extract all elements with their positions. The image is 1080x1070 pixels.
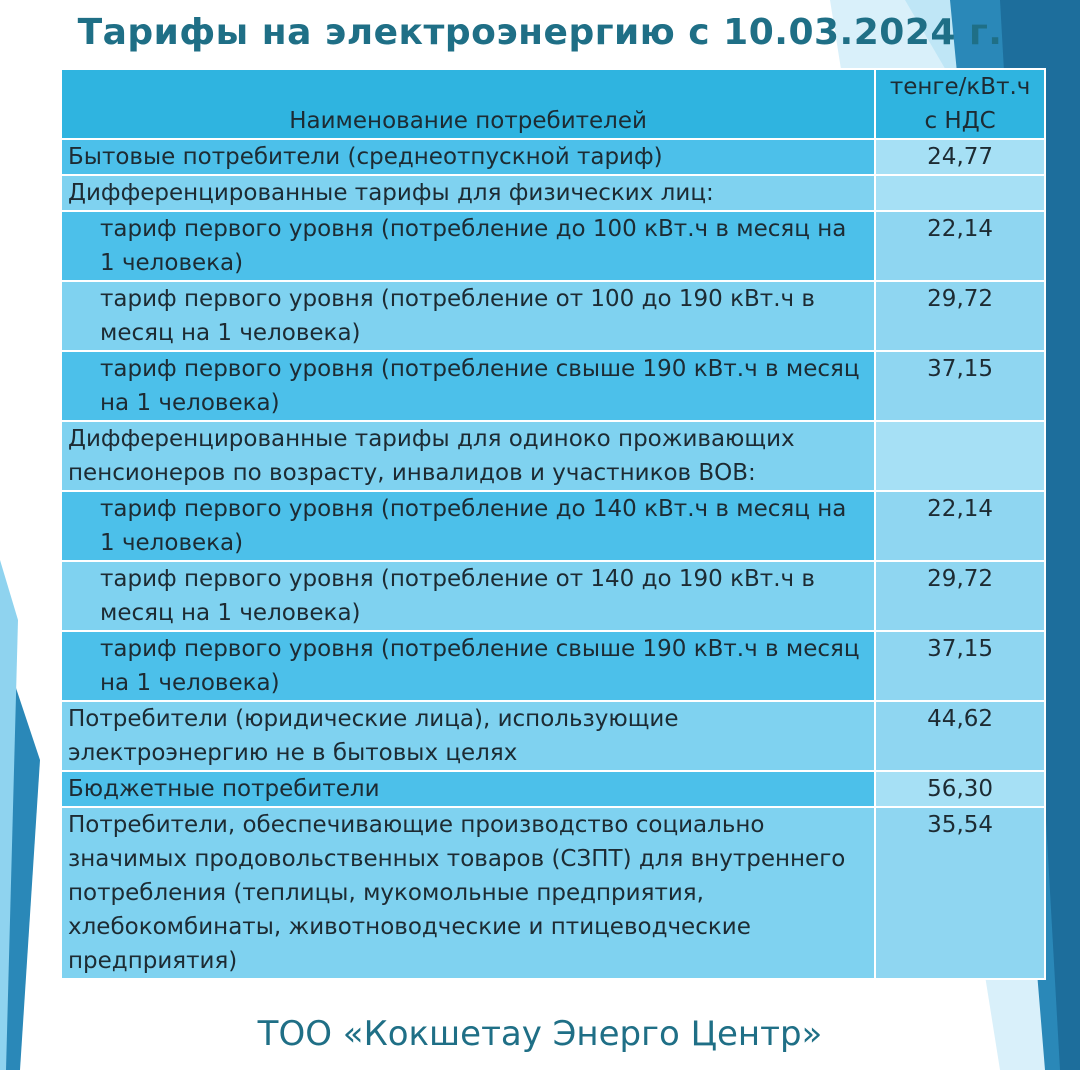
page-title: Тарифы на электроэнергию с 10.03.2024 г. [77,12,1003,53]
row-label: тариф первого уровня (потребление до 140 кВт.ч в месяц на 1 человека) [61,491,875,561]
table-row [61,175,1045,211]
row-value: 24,77 [875,139,1045,175]
row-label: тариф первого уровня (потребление свыше 190 кВт.ч в месяц на 1 человека) [61,351,875,421]
row-value: 22,14 [875,491,1045,561]
row-label: Бытовые потребители (среднеотпускной тариф) [61,139,875,175]
tariff-table [60,68,1046,980]
table-row [61,631,1045,701]
row-label: Бюджетные потребители [61,771,875,807]
column-header-consumer: Наименование потребителей [61,69,875,139]
table-row [61,281,1045,351]
row-value: 22,14 [875,211,1045,281]
table-row [61,561,1045,631]
row-value: 56,30 [875,771,1045,807]
table-row [61,211,1045,281]
row-label: тариф первого уровня (потребление до 100 кВт.ч в месяц на 1 человека) [61,211,875,281]
row-value: 37,15 [875,631,1045,701]
row-label: Потребители, обеспечивающие производство социально значимых продовольственных товаров (СЗПТ) для внутреннего потребления (теплицы, мукомольные предприятия, хлебокомбинаты, животноводческие и птицеводческие предприятия) [61,807,875,979]
row-value: 29,72 [875,561,1045,631]
row-label: тариф первого уровня (потребление от 140 до 190 кВт.ч в месяц на 1 человека) [61,561,875,631]
row-value: 35,54 [875,807,1045,979]
company-footer: ТОО «Кокшетау Энерго Центр» [257,1014,823,1054]
table-row [61,807,1045,979]
row-value [875,175,1045,211]
row-value: 44,62 [875,701,1045,771]
table-header-row [61,69,1045,139]
table-row [61,351,1045,421]
row-label: Дифференцированные тарифы для одиноко проживающих пенсионеров по возрасту, инвалидов и участников ВОВ: [61,421,875,491]
table-row [61,421,1045,491]
row-value [875,421,1045,491]
table-row [61,701,1045,771]
row-value: 37,15 [875,351,1045,421]
table-row [61,139,1045,175]
row-label: тариф первого уровня (потребление свыше 190 кВт.ч в месяц на 1 человека) [61,631,875,701]
table-row [61,491,1045,561]
row-label: Потребители (юридические лица), использующие электроэнергию не в бытовых целях [61,701,875,771]
row-label: Дифференцированные тарифы для физических лиц: [61,175,875,211]
table-row [61,771,1045,807]
row-value: 29,72 [875,281,1045,351]
column-header-unit: тенге/кВт.ч с НДС [875,69,1045,139]
row-label: тариф первого уровня (потребление от 100 до 190 кВт.ч в месяц на 1 человека) [61,281,875,351]
